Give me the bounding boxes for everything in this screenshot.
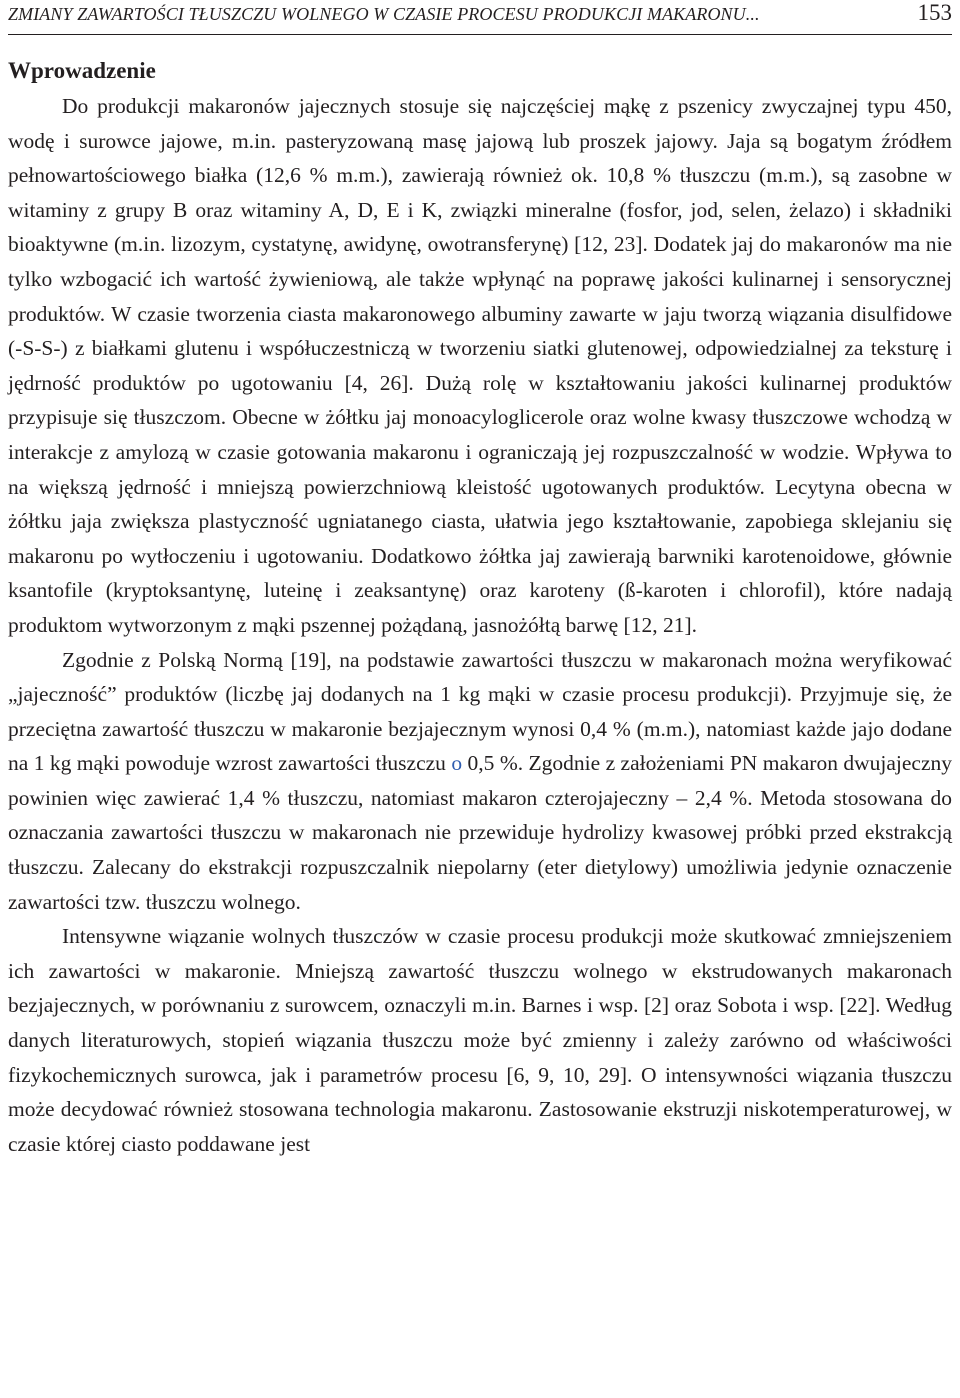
- paragraph-1: Do produkcji makaronów jajecznych stosuje się najczęściej mąkę z pszenicy zwyczajnej typu 450, wodę i surowce jajowe, m.in. pasteryzowaną masę jajową lub proszek jajowy. Jaja są bogatym źródłem pełnowartościowego białka (12,6 % m.m.), zawierają również ok. 10,8 % tłuszczu (m.m.), są zasobne w witaminy z grupy B oraz witaminy A, D, E i K, związki mineralne (fosfor, jod, selen, żelazo) i składniki bioaktywne (m.in. lizozym, cystatynę, awidynę, owotransferynę) [12, 23]. Dodatek jaj do makaronów ma nie tylko wzbogacić ich wartość żywieniową, ale także wpłynąć na poprawę jakości kulinarnej i sensorycznej produktów. W czasie tworzenia ciasta makaronowego albuminy zawarte w jaju tworzą wiązania disulfidowe (-S-S-) z białkami glutenu i współuczestniczą w tworzeniu siatki glutenowej, odpowiedzialnej za teksturę i jędrność produktów po ugotowaniu [4, 26]. Dużą rolę w kształtowaniu jakości kulinarnej produktów przypisuje się tłuszczom. Obecne w żółtku jaj monoacyloglicerole oraz wolne kwasy tłuszczowe wchodzą w interakcje z amylozą w czasie gotowania makaronu i ograniczają jej rozpuszczalność w wodzie. Wpływa to na większą jędrność i mniejszą powierzchniową kleistość ugotowanych produktów. Lecytyna obecna w żółtku jaja zwiększa plastyczność ugniatanego ciasta, ułatwia jego kształtowanie, zapobiega sklejaniu się makaronu po wytłoczeniu i ugotowaniu. Dodatkowo żółtka jaj zawierają barwniki karotenoidowe, głównie ksantofile (kryptoksantynę, luteinę i zeaksantynę) oraz karoteny (ß-karoten i chlorofil), które nadają produktom wytworzonym z mąki pszennej pożądaną, jasnożółtą barwę [12, 21].: [8, 94, 952, 637]
- page-number: 153: [917, 0, 952, 25]
- running-header: [8, 0, 952, 35]
- highlighted-symbol: o: [451, 751, 463, 776]
- section-heading: Wprowadzenie: [8, 58, 156, 83]
- paragraph-2-part-1: Zgodnie z Polską Normą [19], na podstawie zawartości tłuszczu w makaronach można weryfikować „jajeczność” produktów (liczbę jaj dodanych na 1 kg mąki w czasie procesu produkcji). Przyjmuje się, że przeciętna zawartość tłuszczu w makaronie bezjajecznym wynosi 0,4 % (m.m.), natomiast każde jajo dodane na 1 kg mąki powoduje wzrost zawartości tłuszczu: [8, 647, 952, 776]
- document-page: [8, 0, 952, 1398]
- paragraph-2: [8, 643, 952, 920]
- running-title: ZMIANY ZAWARTOŚCI TŁUSZCZU WOLNEGO W CZASIE PROCESU PRODUKCJI MAKARONU...: [8, 4, 760, 24]
- body-text: [8, 89, 952, 1161]
- paragraph-2-part-2: 0,5 %. Zgodnie z założeniami PN makaron dwujajeczny powinien więc zawierać 1,4 % tłuszczu, natomiast makaron czterojajeczny – 2,4 %. Metoda stosowana do oznaczania zawartości tłuszczu w makaronach nie przewiduje hydrolizy kwasowej próbki przed ekstrakcją tłuszczu. Zalecany do ekstrakcji rozpuszczalnik niepolarny (eter dietylowy) umożliwia jedynie oznaczenie zawartości tzw. tłuszczu wolnego.: [8, 751, 953, 914]
- paragraph-3: Intensywne wiązanie wolnych tłuszczów w czasie procesu produkcji może skutkować zmniejszeniem ich zawartości w makaronie. Mniejszą zawartość tłuszczu wolnego w ekstrudowanych makaronach bezjajecznych, w porównaniu z surowcem, oznaczyli m.in. Barnes i wsp. [2] oraz Sobota i wsp. [22]. Według danych literaturowych, stopień wiązania tłuszczu może być zmienny i zależy zarówno od właściwości fizykochemicznych surowca, jak i parametrów procesu [6, 9, 10, 29]. O intensywności wiązania tłuszczu może decydować również stosowana technologia makaronu. Zastosowanie ekstruzji niskotemperaturowej, w czasie której ciasto poddawane jest: [8, 924, 952, 1156]
